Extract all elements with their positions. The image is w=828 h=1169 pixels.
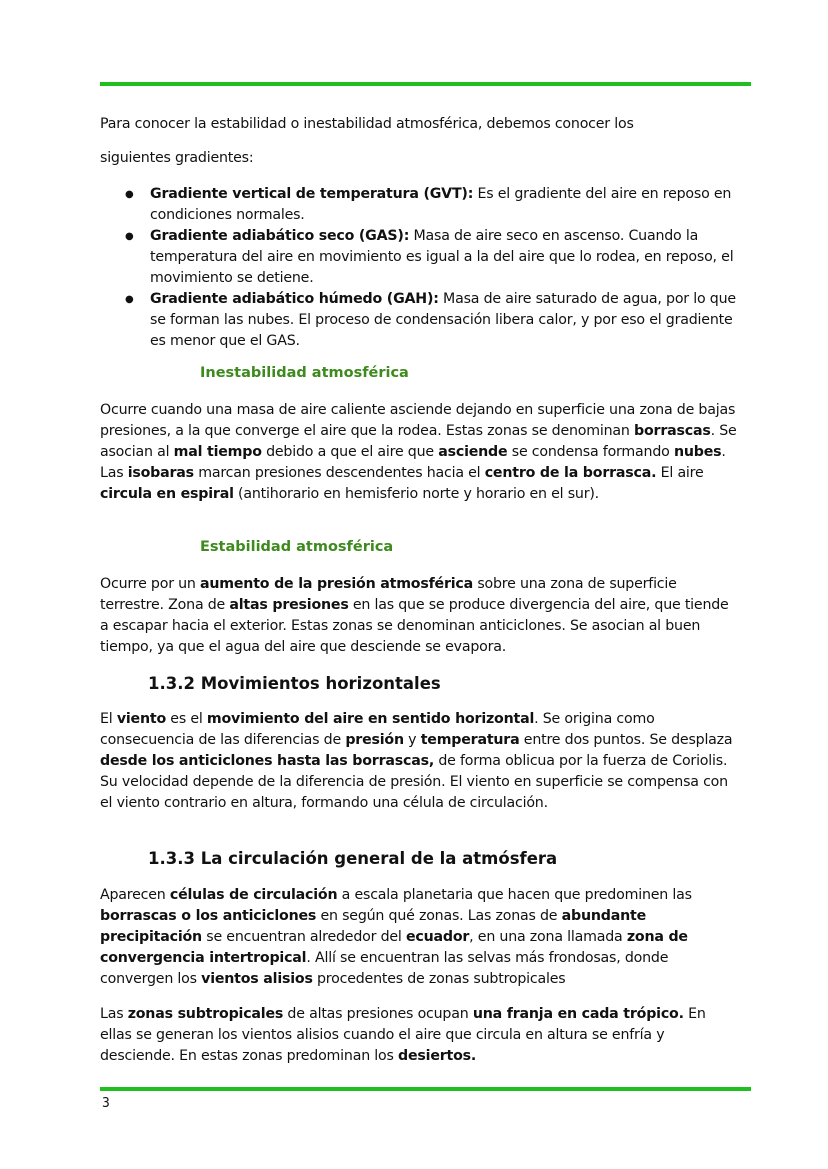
paragraph-circulacion-1 [100, 885, 740, 990]
bold-text: aumento de la presión atmosférica [200, 576, 474, 592]
text-run: y [403, 732, 421, 748]
bold-text: asciende [438, 444, 508, 460]
paragraph-movimientos [100, 709, 740, 814]
list-item [100, 289, 740, 352]
bold-text: ecuador [405, 929, 470, 945]
bold-text: borrascas [634, 423, 711, 439]
bold-text: temperatura [420, 732, 520, 748]
text-run: procedentes de zonas subtropicales [312, 971, 566, 987]
bold-text: desde los anticiclones hasta las borrascas, [100, 753, 435, 769]
text-run: entre dos puntos. Se desplaza [519, 732, 733, 748]
text-run: . Allí se encuentran las selvas más frondosas, donde convergen los [100, 950, 669, 987]
section-heading-1-3-3: 1.3.3 La circulación general de la atmósfera [148, 849, 558, 868]
header-rule [100, 82, 751, 86]
paragraph-circulacion-2 [100, 1004, 740, 1067]
text-run: de altas presiones ocupan [283, 1006, 473, 1022]
bold-text: mal tiempo [173, 444, 262, 460]
bold-text: circula en espiral [100, 486, 234, 502]
bold-text: células de circulación [169, 887, 338, 903]
footer-rule [100, 1087, 751, 1091]
text-run: de forma oblicua por la fuerza de Coriolis. Su velocidad depende de la diferencia de presión. El viento en superficie se compensa con el viento contrario en altura, formando una célula de circulación. [100, 753, 728, 811]
subheading-estabilidad: Estabilidad atmosférica [200, 539, 394, 555]
text-run: Masa de aire seco en ascenso. Cuando la temperatura del aire en movimiento es igual a la del aire que lo rodea, en reposo, el movimiento se detiene. [150, 228, 734, 286]
section-heading-1-3-2: 1.3.2 Movimientos horizontales [148, 674, 441, 693]
intro-line-1 [100, 114, 740, 135]
bold-text: zona de convergencia intertropical [100, 929, 688, 966]
text-run: en según qué zonas. Las zonas de [316, 908, 562, 924]
text-run: siguientes gradientes: [100, 150, 254, 166]
bold-text: centro de la borrasca. [484, 465, 657, 481]
text-run: , en una zona llamada [469, 929, 627, 945]
intro-line-2 [100, 148, 740, 169]
paragraph-inestabilidad [100, 400, 740, 505]
bold-text: nubes [673, 444, 722, 460]
text-run: El [100, 711, 117, 727]
bold-text: borrascas o los anticiclones [100, 908, 317, 924]
text-run: Ocurre cuando una masa de aire caliente asciende dejando en superficie una zona de bajas presiones, a la que converge el aire que la rodea. Estas zonas se denominan [100, 402, 736, 439]
text-run: se condensa formando [507, 444, 674, 460]
text-run: Ocurre por un [100, 576, 201, 592]
text-run: es el [166, 711, 207, 727]
text-run: marcan presiones descendentes hacia el [193, 465, 485, 481]
text-run: . Se origina como consecuencia de las diferencias de [100, 711, 655, 748]
text-run: en las que se produce divergencia del aire, que tiende a escapar hacia el exterior. Estas zonas se denominan anticiclones. Se asocian al buen tiempo, ya que el agua del aire que desciende se evapora. [100, 597, 729, 655]
bold-text: zonas subtropicales [127, 1006, 284, 1022]
bold-text: Gradiente vertical de temperatura (GVT): [150, 186, 474, 202]
page-number: 3 [102, 1096, 110, 1111]
list-item [100, 226, 740, 289]
subheading-inestabilidad: Inestabilidad atmosférica [200, 365, 409, 381]
bold-text: Gradiente adiabático húmedo (GAH): [150, 291, 439, 307]
text-run: a escala planetaria que hacen que predominen las [337, 887, 692, 903]
text-run: Las [100, 1006, 128, 1022]
bold-text: isobaras [127, 465, 194, 481]
text-run: El aire [656, 465, 704, 481]
bold-text: vientos alisios [201, 971, 313, 987]
bold-text: viento [116, 711, 166, 727]
bold-text: abundante precipitación [100, 908, 647, 945]
text-run: (antihorario en hemisferio norte y horario en el sur). [233, 486, 599, 502]
text-run: Aparecen [100, 887, 170, 903]
bold-text: Gradiente adiabático seco (GAS): [150, 228, 410, 244]
text-run: Masa de aire saturado de agua, por lo que se forman las nubes. El proceso de condensación libera calor, y por eso el gradiente es menor que el GAS. [150, 291, 736, 349]
bold-text: una franja en cada trópico. [472, 1006, 684, 1022]
gradient-list [100, 184, 740, 352]
text-run: se encuentran alrededor del [201, 929, 406, 945]
text-run: . Se asocian al [100, 423, 737, 460]
list-item [100, 184, 740, 226]
paragraph-estabilidad [100, 574, 740, 658]
text-run: En ellas se generan los vientos alisios cuando el aire que circula en altura se enfría y desciende. En estas zonas predominan los [100, 1006, 706, 1064]
bold-text: desiertos. [398, 1048, 477, 1064]
bold-text: movimiento del aire en sentido horizontal [206, 711, 535, 727]
bold-text: presión [345, 732, 404, 748]
text-run: sobre una zona de superficie terrestre. Zona de [100, 576, 677, 613]
text-run: Es el gradiente del aire en reposo en condiciones normales. [150, 186, 732, 223]
text-run: Para conocer la estabilidad o inestabilidad atmosférica, debemos conocer los [100, 116, 634, 132]
text-run: debido a que el aire que [261, 444, 439, 460]
bold-text: altas presiones [229, 597, 349, 613]
text-run: . Las [100, 444, 726, 481]
